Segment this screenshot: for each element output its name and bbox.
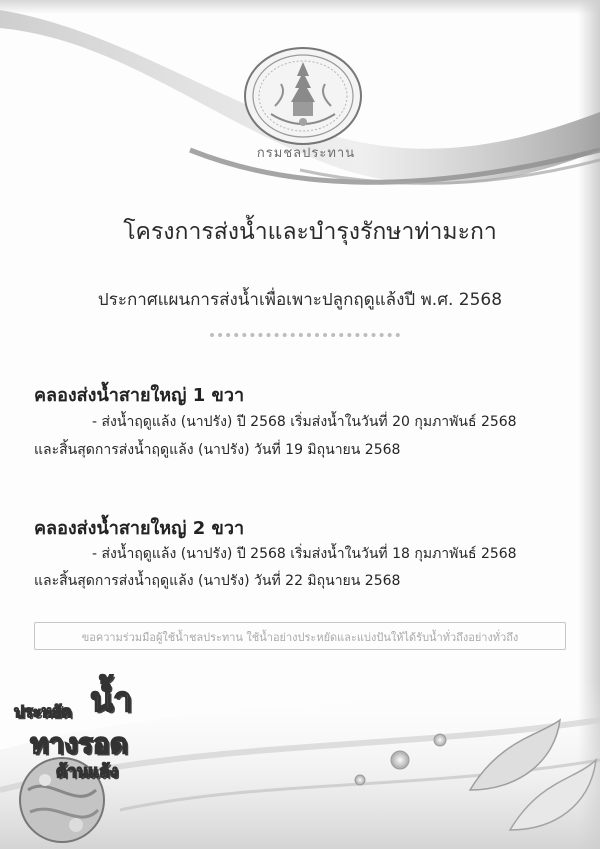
- campaign-logo-water: น้ำ: [90, 680, 133, 720]
- organization-name: กรมชลประทาน: [256, 146, 356, 161]
- canal-1-end-date: และสิ้นสุดการส่งน้ำฤดูแล้ง (นาปรัง) วันที่ 19 มิถุนายน 2568: [34, 442, 401, 458]
- announcement-subtitle: ประกาศแผนการส่งน้ำเพื่อเพาะปลูกฤดูแล้งปี พ.ศ. 2568: [97, 290, 503, 310]
- canal-2-start-date: - ส่งน้ำฤดูแล้ง (นาปรัง) ปี 2568 เริ่มส่งน้ำในวันที่ 18 กุมภาพันธ์ 2568: [92, 546, 517, 562]
- canal-2-end-date: และสิ้นสุดการส่งน้ำฤดูแล้ง (นาปรัง) วันที่ 22 มิถุนายน 2568: [34, 573, 401, 589]
- dotted-divider: [210, 333, 400, 337]
- campaign-logo-line2: ทางรอด: [30, 727, 128, 760]
- canal-1-start-date: - ส่งน้ำฤดูแล้ง (นาปรัง) ปี 2568 เริ่มส่งน้ำในวันที่ 20 กุมภาพันธ์ 2568: [92, 414, 517, 430]
- canal-2-heading: คลองส่งน้ำสายใหญ่ 2 ขวา: [34, 518, 245, 539]
- royal-irrigation-department-seal: [241, 44, 365, 148]
- campaign-logo-line1: ประหยัด: [14, 702, 72, 721]
- canal-1-heading: คลองส่งน้ำสายใหญ่ 1 ขวา: [34, 385, 245, 406]
- campaign-logo-line3: ด้านแล้ง: [56, 762, 118, 782]
- project-title: โครงการส่งน้ำและบำรุงรักษาท่ามะกา: [123, 219, 497, 245]
- slogan-text: ขอความร่วมมือผู้ใช้น้ำชลประทาน ใช้น้ำอย่างประหยัดและแบ่งปันให้ได้รับน้ำทั่วถึงอย่างทั่วถึง: [81, 631, 519, 644]
